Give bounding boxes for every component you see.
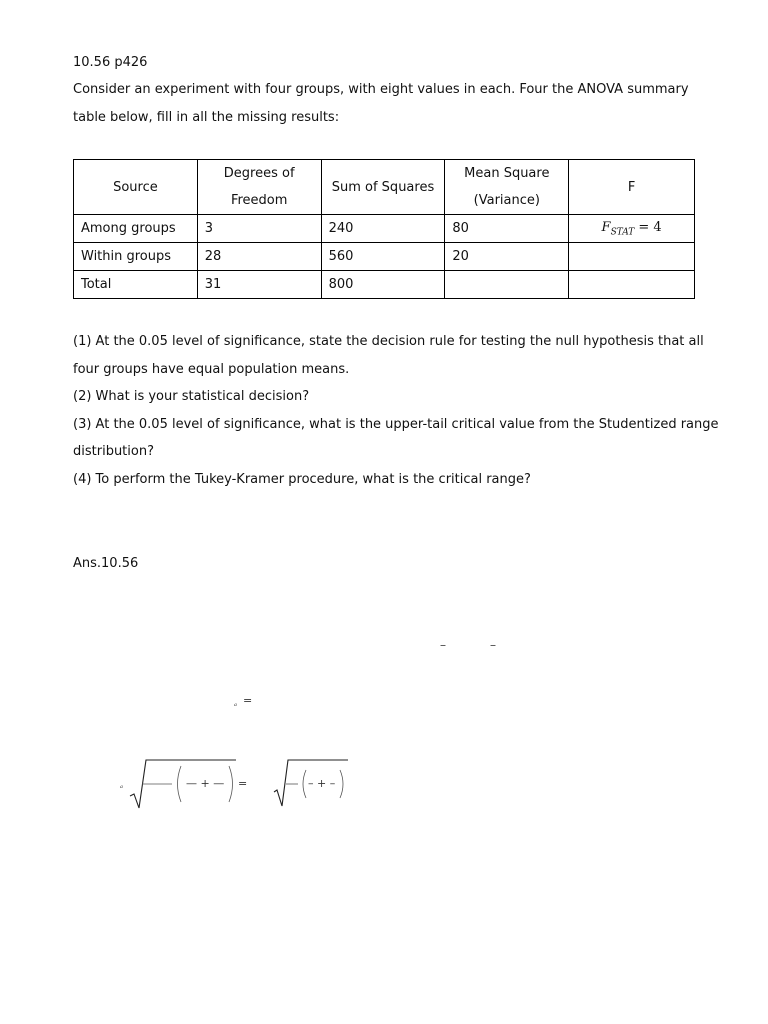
table-header-row [74, 160, 695, 215]
formula-dash: – [490, 638, 496, 652]
f-stat-symbol: F [601, 219, 611, 235]
f-stat-value: = 4 [634, 219, 662, 235]
header-f: F [569, 160, 695, 215]
header-df-line-2: Freedom [230, 193, 288, 208]
f-stat-subscript: STAT [610, 227, 635, 238]
cell-ms: 80 [445, 215, 569, 243]
answer-label: Ans.10.56 [73, 556, 139, 571]
formula-equals: = [243, 694, 253, 707]
formula-alpha-subscript: a [120, 784, 123, 790]
problem-reference: 10.56 p426 [73, 55, 148, 70]
question-1-line-1: (1) At the 0.05 level of significance, state the decision rule for testing the null hypothesis that all [73, 334, 704, 349]
f-stat-expression [601, 219, 662, 238]
formula-dash: – [440, 638, 446, 652]
formula-plus-fraction: – + – [308, 777, 336, 790]
header-mean-square [445, 160, 569, 215]
formula-alpha-subscript: a [234, 702, 237, 708]
header-sum-of-squares: Sum of Squares [321, 160, 445, 215]
cell-source: Within groups [74, 243, 198, 271]
question-4: (4) To perform the Tukey-Kramer procedure, what is the critical range? [73, 472, 531, 487]
cell-ss: 560 [321, 243, 445, 271]
intro-text-line-1: Consider an experiment with four groups, with eight values in each. Four the ANOVA summary [73, 82, 689, 97]
table-row [74, 271, 695, 299]
cell-ms [445, 271, 569, 299]
table-row [74, 215, 695, 243]
table-row [74, 243, 695, 271]
cell-f [569, 271, 695, 299]
header-ms-line-2: (Variance) [473, 193, 540, 208]
cell-source: Among groups [74, 215, 198, 243]
cell-ss: 800 [321, 271, 445, 299]
question-2: (2) What is your statistical decision? [73, 389, 310, 404]
cell-df: 3 [197, 215, 321, 243]
header-ms-line-1: Mean Square [464, 166, 550, 181]
cell-source: Total [74, 271, 198, 299]
header-source: Source [74, 160, 198, 215]
cell-ms: 20 [445, 243, 569, 271]
header-df-line-1: Degrees of [223, 166, 295, 181]
formula-equals: = [238, 777, 248, 790]
cell-f-stat [569, 215, 695, 243]
question-3-line-2: distribution? [73, 444, 154, 459]
question-1-line-2: four groups have equal population means. [73, 362, 350, 377]
cell-ss: 240 [321, 215, 445, 243]
intro-text-line-2: table below, fill in all the missing results: [73, 110, 340, 125]
cell-df: 28 [197, 243, 321, 271]
anova-summary-table [73, 159, 695, 299]
formula-plus-fraction: — + — [186, 777, 225, 790]
cell-f [569, 243, 695, 271]
cell-df: 31 [197, 271, 321, 299]
question-3-line-1: (3) At the 0.05 level of significance, what is the upper-tail critical value from the Studentized range [73, 417, 719, 432]
header-degrees-of-freedom [197, 160, 321, 215]
